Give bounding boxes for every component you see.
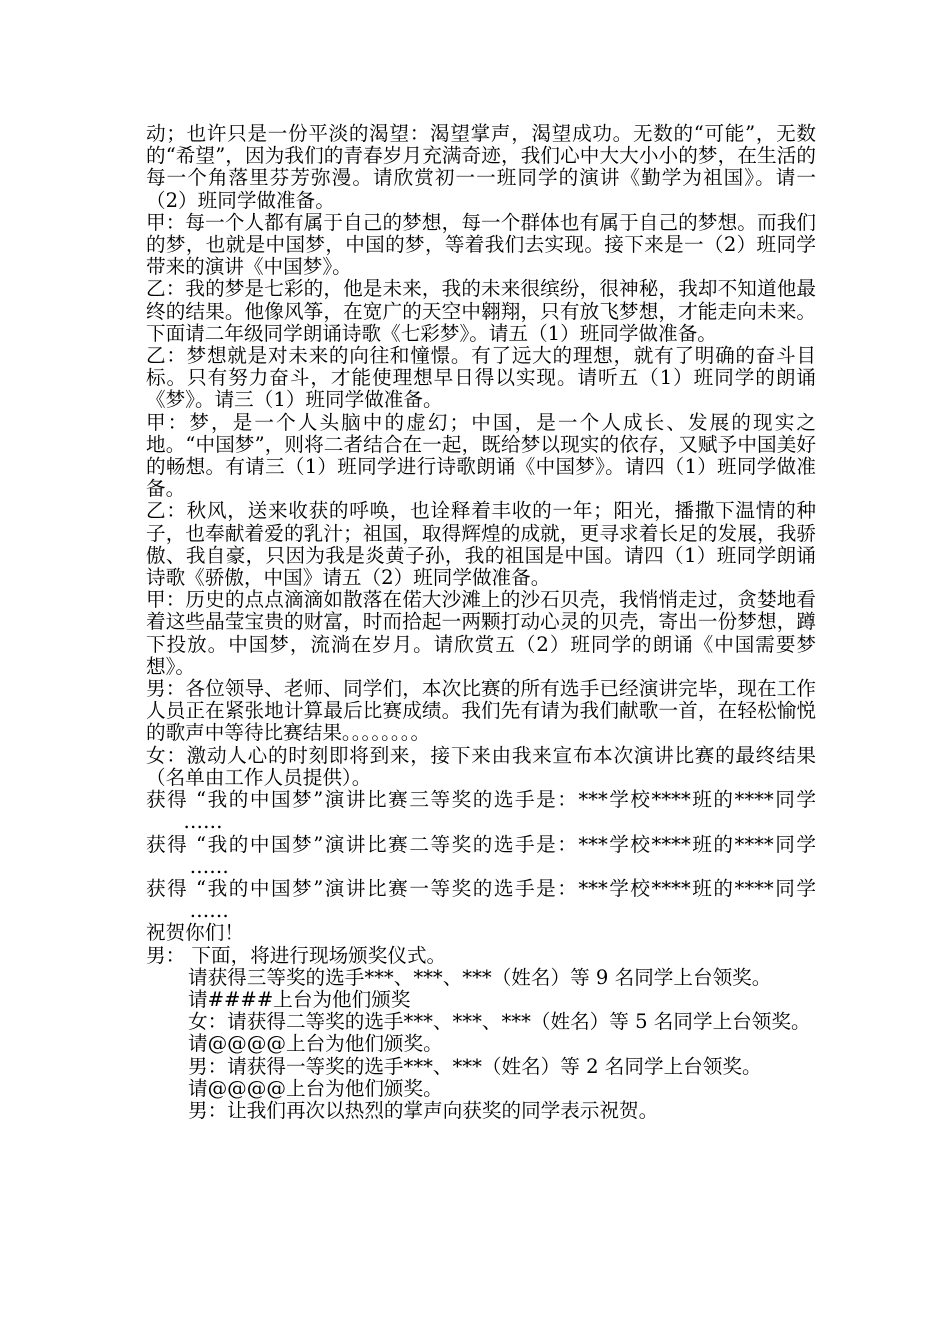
award-text: 获得 “我的中国梦”演讲比赛一等奖的选手是：***学校****班的****同学 <box>146 876 816 900</box>
third-prize-invite: 请获得三等奖的选手***、***、***（姓名）等 9 名同学上台领奖。 <box>188 965 772 989</box>
third-prize-presenter: 请####上台为他们颁奖 <box>188 987 411 1011</box>
document-body <box>146 123 816 1122</box>
award-text: 获得 “我的中国梦”演讲比赛三等奖的选手是：***学校****班的****同学 <box>146 788 816 812</box>
paragraph-host-yi-1: 乙：我的梦是七彩的，他是未来，我的未来很缤纷，很神秘，我却不知道他最终的结果。他像风筝，在宽广的天空中翱翔，只有放飞梦想，才能走向未来。下面请二年级同学朗诵诗歌《七彩梦》。请五（1）班同学做准备。 <box>146 277 816 345</box>
paragraph-host-yi-2: 乙：梦想就是对未来的向往和憧憬。有了远大的理想，就有了明确的奋斗目标。只有努力奋斗，才能使理想早日得以实现。请听五（1）班同学的朗诵《梦》。请三（1）班同学做准备。 <box>146 344 816 412</box>
award-ellipsis: …… <box>146 854 229 878</box>
award-ellipsis: …… <box>146 810 223 834</box>
award-second-prize <box>146 834 816 878</box>
award-ellipsis: …… <box>146 899 229 923</box>
second-prize-invite: 女：请获得二等奖的选手***、***、***（姓名）等 5 名同学上台领奖。 <box>188 1010 811 1034</box>
first-prize-invite: 男：请获得一等奖的选手***、***（姓名）等 2 名同学上台领奖。 <box>188 1054 762 1078</box>
second-prize-presenter: 请@@@@上台为他们颁奖。 <box>188 1032 443 1056</box>
congratulations-line: 祝贺你们！ <box>146 921 244 945</box>
paragraph-host-yi-3: 乙：秋风，送来收获的呼唤，也诠释着丰收的一年；阳光，播撒下温情的种子，也奉献着爱的乳汁；祖国，取得辉煌的成就，更寻求着长足的发展，我骄傲、我自豪，只因为我是炎黄子孙，我的祖国是中国。请四（1）班同学朗诵诗歌《骄傲，中国》请五（2）班同学做准备。 <box>146 499 816 590</box>
paragraph-host-jia-1: 甲：每一个人都有属于自己的梦想，每一个群体也有属于自己的梦想。而我们的梦，也就是中国梦，中国的梦，等着我们去实现。接下来是一（2）班同学带来的演讲《中国梦》。 <box>146 210 816 279</box>
paragraph-host-jia-2: 甲：梦，是一个人头脑中的虚幻；中国，是一个人成长、发展的现实之地。“中国梦”，则将二者结合在一起，既给梦以现实的依存，又赋予中国美好的畅想。有请三（1）班同学进行诗歌朗诵《中国梦》。请四（1）班同学做准备。 <box>146 410 816 501</box>
closing-line: 男：让我们再次以热烈的掌声向获奖的同学表示祝贺。 <box>188 1098 659 1122</box>
paragraph-host-female-1: 女：激动人心的时刻即将到来，接下来由我来宣布本次演讲比赛的最终结果（名单由工作人员提供）。 <box>146 743 816 789</box>
paragraph-host-male-1: 男：各位领导、老师、同学们，本次比赛的所有选手已经演讲完毕，现在工作人员正在紧张地计算最后比赛成绩。我们先有请为我们献歌一首，在轻松愉悦的歌声中等待比赛结果。。。。。。。。 <box>146 677 816 745</box>
paragraph-host-jia-3: 甲：历史的点点滴滴如散落在偌大沙滩上的沙石贝壳，我悄悄走过，贪婪地看着这些晶莹宝贵的财富，时而拾起一两颗打动心灵的贝壳，寄出一份梦想，蹲下投放。中国梦，流淌在岁月。请欣赏五（2）班同学的朗诵《中国需要梦想》。 <box>146 588 816 678</box>
paragraph-intro-continued: 动；也许只是一份平淡的渴望：渴望掌声，渴望成功。无数的“可能”，无数的“希望”，因为我们的青春岁月充满奇迹，我们心中大大小小的梦，在生活的每一个角落里芬芳弥漫。请欣赏初一一班同学的演讲《勤学为祖国》。请一（2）班同学做准备。 <box>146 122 816 212</box>
award-first-prize <box>146 878 816 922</box>
award-third-prize <box>146 789 816 833</box>
ceremony-intro: 男： 下面，将进行现场颁奖仪式。 <box>146 943 447 967</box>
first-prize-presenter: 请@@@@上台为他们颁奖。 <box>188 1076 443 1100</box>
award-text: 获得 “我的中国梦”演讲比赛二等奖的选手是：***学校****班的****同学 <box>146 832 816 856</box>
